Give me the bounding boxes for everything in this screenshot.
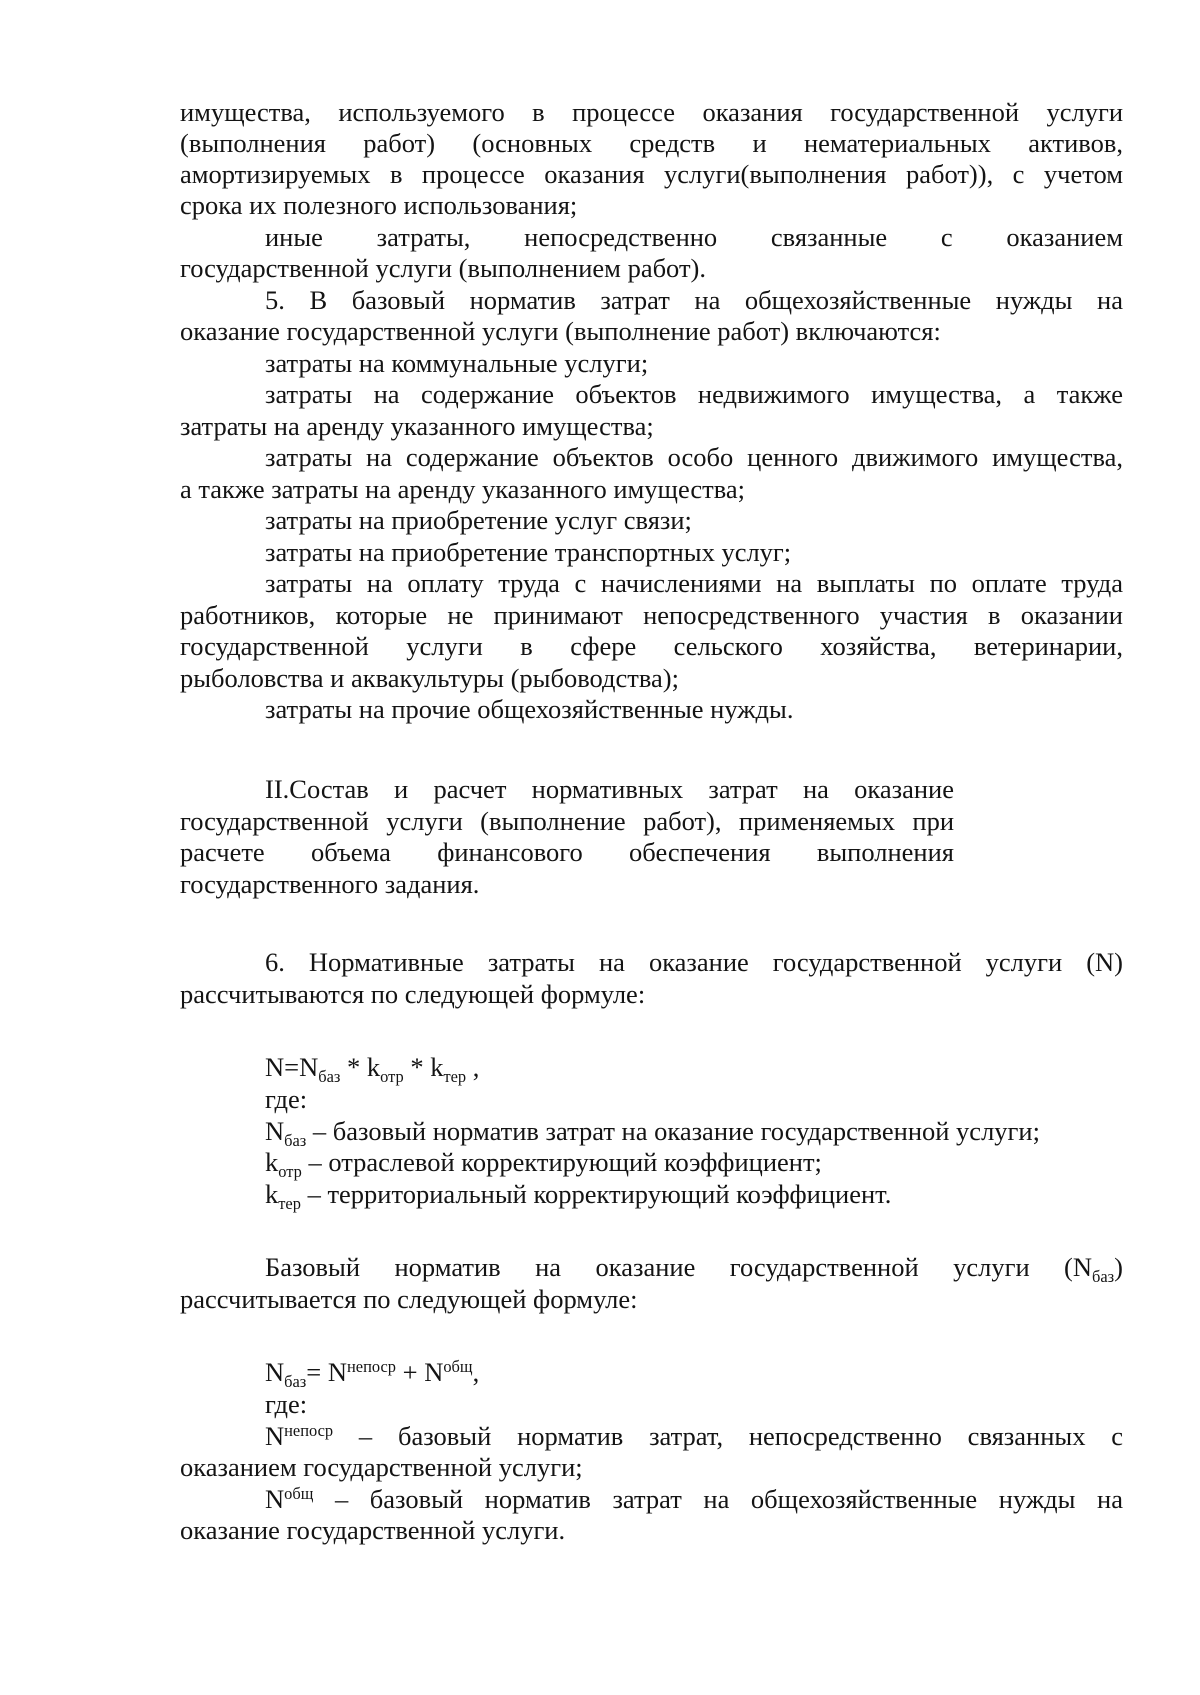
text-line: государственной услуги (выполнением работ). [180,253,706,283]
definition-text: – отраслевой корректирующий коэффициент; [301,1147,822,1177]
formula-symbol: k [265,1147,279,1177]
formula-punctuation: ) [1114,1252,1123,1282]
section-heading-line: государственного задания. [180,869,480,899]
paragraph-5-first-line: 5. В базовый норматив затрат на общехозяйственные нужды на [265,285,1123,315]
definition-line [265,1420,1123,1452]
text-line: затраты на аренду указанного имущества; [180,411,654,441]
formula-symbol: k [430,1052,444,1082]
text-line: срока их полезного использования; [180,190,578,220]
list-item: затраты на содержание объектов особо ценного движимого имущества, [265,442,1123,472]
formula-symbol: N [265,1116,285,1146]
formula-subscript: баз [1092,1266,1115,1286]
formula-subscript: баз [284,1130,307,1150]
list-item: затраты на коммунальные услуги; [265,348,649,378]
definition-text: – территориальный корректирующий коэффициент. [300,1179,892,1209]
formula-punctuation: , [466,1052,480,1082]
definition-line [265,1483,1123,1515]
text-line: рассчитывается по следующей формуле: [180,1284,638,1314]
base-norm-text: Базовый норматив на оказание государственной услуги (N [265,1252,1093,1282]
text-line: оказание государственной услуги (выполнение работ) включаются: [180,316,941,346]
text-line: иные затраты, непосредственно связанные с оказанием [265,222,1123,252]
where-label: где: [265,1084,308,1114]
formula-symbol: N [299,1052,319,1082]
formula-subscript: отр [278,1161,302,1181]
text-line: государственной услуги в сфере сельского хозяйства, ветеринарии, [180,631,1123,661]
text-line: работников, которые не принимают непосредственного участия в оказании [180,600,1123,630]
section-heading-line: государственной услуги (выполнение работ), применяемых при [180,806,954,836]
definition-text: – базовый норматив затрат на общехозяйственные нужды на [313,1484,1123,1514]
text-line: оказанием государственной услуги; [180,1452,583,1482]
definition-line [265,1115,1040,1150]
formula-n-base [265,1356,480,1391]
formula-subscript: баз [318,1066,341,1086]
formula-operator: * [403,1052,431,1082]
text-line: рыболовства и аквакультуры (рыбоводства); [180,663,679,693]
paragraph-6-first-line: 6. Нормативные затраты на оказание государственной услуги (N) [265,947,1123,977]
definition-text: – базовый норматив затрат, непосредственно связанных с [333,1421,1123,1451]
formula-operator: + N [396,1357,444,1387]
list-item: затраты на приобретение услуг связи; [265,505,692,535]
list-item: затраты на оплату труда с начислениями на выплаты по оплате труда [265,568,1123,598]
formula-subscript: баз [284,1371,307,1391]
formula-subscript: отр [380,1066,404,1086]
section-heading-line: II.Состав и расчет нормативных затрат на оказание [265,774,954,804]
formula-operator: = N [306,1357,347,1387]
formula-superscript: непоср [284,1420,334,1440]
where-label: где: [265,1389,308,1419]
text-line: имущества, используемого в процессе оказания государственной услуги [180,97,1123,127]
section-heading-line: расчете объема финансового обеспечения выполнения [180,837,954,867]
formula-symbol: N [265,1357,285,1387]
formula-symbol: k [265,1179,279,1209]
base-norm-line [265,1251,1123,1286]
formula-symbol: N [265,1421,285,1451]
formula-superscript: непоср [347,1356,396,1376]
definition-line [265,1178,892,1213]
formula-n [265,1051,480,1086]
formula-operator: = [284,1052,300,1082]
list-item: затраты на прочие общехозяйственные нужды. [265,694,794,724]
text-line: а также затраты на аренду указанного имущества; [180,474,746,504]
formula-operator: * [340,1052,367,1082]
formula-superscript: общ [284,1483,314,1503]
formula-subscript: тер [443,1066,467,1086]
definition-line [265,1146,822,1181]
formula-symbol: N [265,1484,285,1514]
text-line: (выполнения работ) (основных средств и нематериальных активов, [180,128,1123,158]
formula-superscript: общ [443,1356,473,1376]
formula-symbol: N [265,1052,285,1082]
text-line: оказание государственной услуги. [180,1515,566,1545]
text-line: амортизируемых в процессе оказания услуги(выполнения работ)), с учетом [180,159,1123,189]
text-line: рассчитываются по следующей формуле: [180,979,646,1009]
list-item: затраты на содержание объектов недвижимого имущества, а также [265,379,1123,409]
formula-subscript: тер [278,1193,301,1213]
definition-text: – базовый норматив затрат на оказание государственной услуги; [306,1116,1040,1146]
formula-symbol: k [366,1052,381,1082]
formula-punctuation: , [472,1357,480,1387]
list-item: затраты на приобретение транспортных услуг; [265,537,792,567]
